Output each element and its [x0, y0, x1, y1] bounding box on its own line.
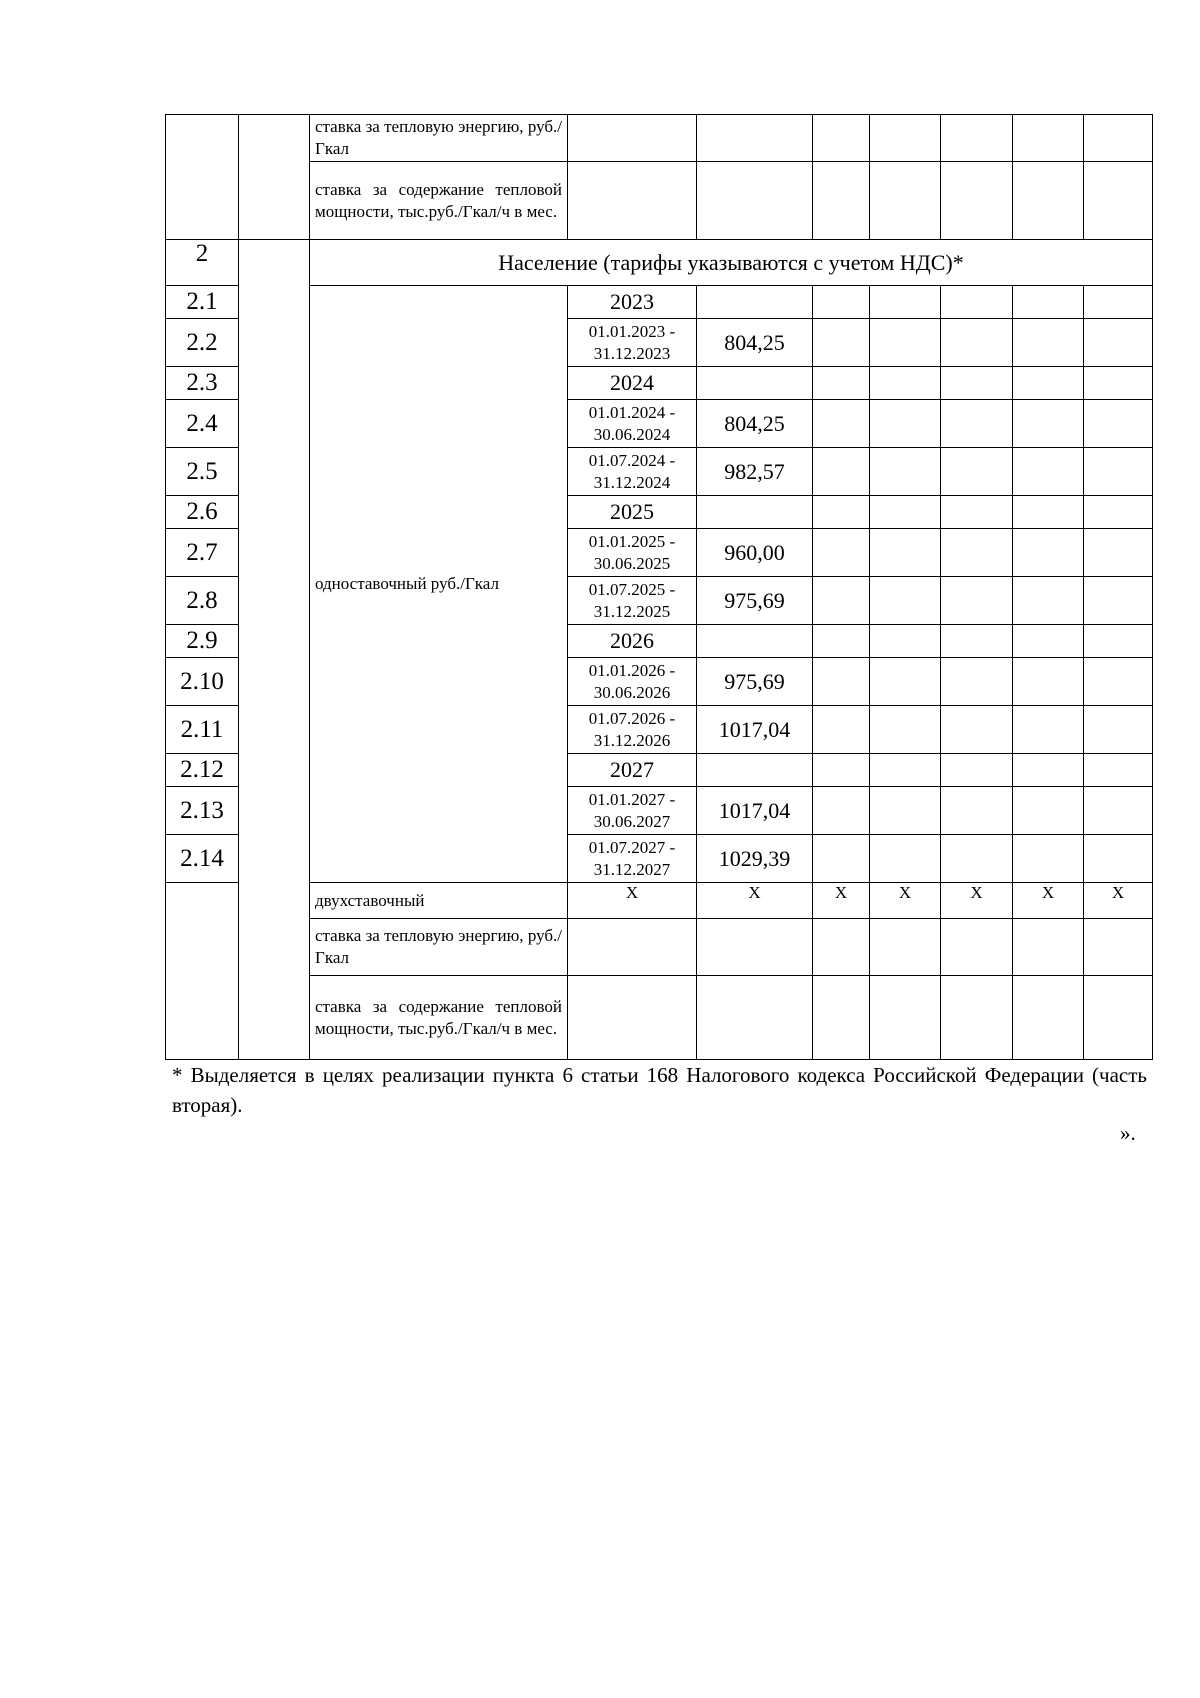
year-header: 2024: [568, 367, 697, 400]
year-header: 2025: [568, 496, 697, 529]
period-cell: [568, 319, 697, 367]
row-number: 2.5: [166, 448, 239, 496]
row-number: 2.10: [166, 658, 239, 706]
empty-cell: [870, 400, 941, 448]
empty-cell: [239, 240, 310, 1060]
row-label-capacity-rate-top: ставка за содержание тепловой мощности, тыс.руб./Гкал/ч в мес.: [310, 162, 568, 240]
row-number: 2.2: [166, 319, 239, 367]
empty-cell: [813, 706, 870, 754]
section-number: 2: [166, 240, 239, 286]
tariff-value: 1017,04: [697, 787, 813, 835]
empty-cell: [941, 787, 1013, 835]
period-from: 01.01.2024 -: [588, 402, 676, 422]
period-from: 01.07.2026 -: [588, 708, 676, 728]
table-row: [166, 115, 1153, 162]
empty-cell: [1084, 835, 1153, 883]
empty-cell: [1013, 367, 1084, 400]
not-applicable-mark: Х: [697, 883, 813, 919]
empty-cell: [1013, 529, 1084, 577]
empty-cell: [941, 835, 1013, 883]
empty-cell: [813, 754, 870, 787]
tariff-value: 1017,04: [697, 706, 813, 754]
period-to: 31.12.2025: [593, 601, 671, 621]
empty-cell: [239, 115, 310, 240]
section-header-row: [166, 240, 1153, 286]
empty-cell: [1013, 319, 1084, 367]
period-from: 01.07.2027 -: [588, 837, 676, 857]
empty-cell: [813, 367, 870, 400]
not-applicable-mark: Х: [1084, 883, 1153, 919]
empty-cell: [1084, 448, 1153, 496]
row-label-energy-rate-top: ставка за тепловую энергию, руб./Гкал: [310, 115, 568, 162]
period-from: 01.07.2025 -: [588, 579, 676, 599]
empty-cell: [813, 577, 870, 625]
row-number: 2.3: [166, 367, 239, 400]
empty-cell: [870, 658, 941, 706]
period-to: 31.12.2027: [593, 859, 671, 879]
empty-cell: [1013, 754, 1084, 787]
empty-cell: [870, 625, 941, 658]
empty-cell: [813, 400, 870, 448]
empty-cell: [813, 919, 870, 976]
row-number: 2.13: [166, 787, 239, 835]
row-number: 2.4: [166, 400, 239, 448]
empty-cell: [1013, 706, 1084, 754]
empty-cell: [941, 496, 1013, 529]
empty-cell: [1084, 577, 1153, 625]
period-from: 01.01.2023 -: [588, 321, 676, 341]
empty-cell: [1013, 448, 1084, 496]
empty-cell: [1013, 787, 1084, 835]
empty-cell: [1013, 658, 1084, 706]
empty-cell: [870, 319, 941, 367]
period-cell: [568, 835, 697, 883]
empty-cell: [1084, 529, 1153, 577]
period-to: 30.06.2027: [593, 811, 671, 831]
tariff-value: 975,69: [697, 577, 813, 625]
table-body: [166, 115, 1153, 1060]
two-rate-sub-label: ставка за содержание тепловой мощности, тыс.руб./Гкал/ч в мес.: [310, 976, 568, 1060]
empty-cell: [568, 976, 697, 1060]
period-to: 31.12.2024: [593, 472, 671, 492]
tariff-value: 975,69: [697, 658, 813, 706]
empty-cell: [941, 625, 1013, 658]
year-header: 2026: [568, 625, 697, 658]
period-cell: [568, 529, 697, 577]
one-rate-label: одноставочный руб./Гкал: [310, 286, 568, 883]
period-cell: [568, 448, 697, 496]
not-applicable-mark: Х: [870, 883, 941, 919]
empty-cell: [1013, 496, 1084, 529]
empty-cell: [1084, 400, 1153, 448]
empty-cell: [1013, 919, 1084, 976]
not-applicable-mark: Х: [568, 883, 697, 919]
empty-cell: [1084, 787, 1153, 835]
not-applicable-mark: Х: [941, 883, 1013, 919]
empty-cell: [1084, 976, 1153, 1060]
period-cell: [568, 577, 697, 625]
empty-cell: [870, 286, 941, 319]
empty-cell: [1084, 658, 1153, 706]
row-number: 2.12: [166, 754, 239, 787]
empty-cell: [1084, 286, 1153, 319]
row-number: 2.14: [166, 835, 239, 883]
empty-cell: [813, 835, 870, 883]
empty-cell: [941, 529, 1013, 577]
empty-cell: [941, 919, 1013, 976]
row-number: 2.6: [166, 496, 239, 529]
empty-cell: [941, 286, 1013, 319]
empty-cell: [568, 919, 697, 976]
empty-cell: [870, 706, 941, 754]
empty-cell: [1013, 577, 1084, 625]
tariff-value: 804,25: [697, 319, 813, 367]
empty-cell: [941, 976, 1013, 1060]
year-header: 2027: [568, 754, 697, 787]
not-applicable-mark: Х: [813, 883, 870, 919]
empty-cell: [1013, 835, 1084, 883]
empty-cell: [870, 496, 941, 529]
empty-cell: [941, 754, 1013, 787]
tariff-value: 960,00: [697, 529, 813, 577]
period-from: 01.07.2024 -: [588, 450, 676, 470]
closing-quote: ».: [1120, 1121, 1136, 1145]
empty-cell: [870, 577, 941, 625]
table-row: [166, 286, 1153, 319]
empty-cell: [813, 496, 870, 529]
period-cell: [568, 787, 697, 835]
not-applicable-mark: Х: [1013, 883, 1084, 919]
empty-cell: [1013, 976, 1084, 1060]
empty-cell: [1084, 754, 1153, 787]
empty-cell: [1084, 496, 1153, 529]
row-number: 2.9: [166, 625, 239, 658]
empty-cell: [941, 448, 1013, 496]
empty-cell: [941, 400, 1013, 448]
row-number: 2.11: [166, 706, 239, 754]
tariff-table: [165, 114, 1153, 1060]
tariff-value: 1029,39: [697, 835, 813, 883]
empty-cell: [870, 976, 941, 1060]
empty-cell: [813, 787, 870, 835]
empty-cell: [870, 529, 941, 577]
period-cell: [568, 706, 697, 754]
empty-cell: [941, 658, 1013, 706]
row-number: 2.1: [166, 286, 239, 319]
empty-cell: [870, 919, 941, 976]
two-rate-sub-label: ставка за тепловую энергию, руб./Гкал: [310, 919, 568, 976]
table-row: [166, 976, 1153, 1060]
period-to: 30.06.2026: [593, 682, 671, 702]
period-from: 01.01.2026 -: [588, 660, 676, 680]
tariff-value: 982,57: [697, 448, 813, 496]
empty-cell: [941, 319, 1013, 367]
empty-cell: [941, 577, 1013, 625]
empty-cell: [870, 754, 941, 787]
empty-cell: [1084, 319, 1153, 367]
empty-cell: [1013, 625, 1084, 658]
two-rate-label: двухставочный: [310, 883, 568, 919]
section-title: Население (тарифы указываются с учетом НДС)*: [310, 240, 1153, 286]
row-number: 2.7: [166, 529, 239, 577]
period-from: 01.01.2025 -: [588, 531, 676, 551]
empty-cell: [697, 976, 813, 1060]
empty-cell: [870, 787, 941, 835]
table-row: [166, 919, 1153, 976]
empty-cell: [813, 976, 870, 1060]
empty-cell: [813, 658, 870, 706]
empty-cell: [1084, 367, 1153, 400]
empty-cell: [941, 367, 1013, 400]
table-row: [166, 162, 1153, 240]
empty-cell: [1013, 286, 1084, 319]
empty-cell: [870, 448, 941, 496]
empty-cell: [166, 115, 239, 240]
period-to: 31.12.2026: [593, 730, 671, 750]
empty-cell: [1013, 400, 1084, 448]
empty-cell: [813, 319, 870, 367]
empty-cell: [813, 625, 870, 658]
period-from: 01.01.2027 -: [588, 789, 676, 809]
period-to: 30.06.2025: [593, 553, 671, 573]
empty-cell: [1084, 625, 1153, 658]
year-header: 2023: [568, 286, 697, 319]
empty-cell: [1084, 919, 1153, 976]
empty-cell: [941, 706, 1013, 754]
empty-cell: [697, 919, 813, 976]
period-cell: [568, 658, 697, 706]
period-to: 30.06.2024: [593, 424, 671, 444]
empty-cell: [813, 286, 870, 319]
tariff-value: 804,25: [697, 400, 813, 448]
period-cell: [568, 400, 697, 448]
empty-cell: [870, 835, 941, 883]
row-number: 2.8: [166, 577, 239, 625]
table-row: [166, 883, 1153, 919]
period-to: 31.12.2023: [593, 343, 671, 363]
empty-cell: [1084, 706, 1153, 754]
footnote: * Выделяется в целях реализации пункта 6 статьи 168 Налогового кодекса Российской Федерации (часть вторая).: [172, 1063, 1147, 1117]
empty-cell: [813, 448, 870, 496]
empty-cell: [166, 883, 239, 1060]
empty-cell: [870, 367, 941, 400]
empty-cell: [813, 529, 870, 577]
